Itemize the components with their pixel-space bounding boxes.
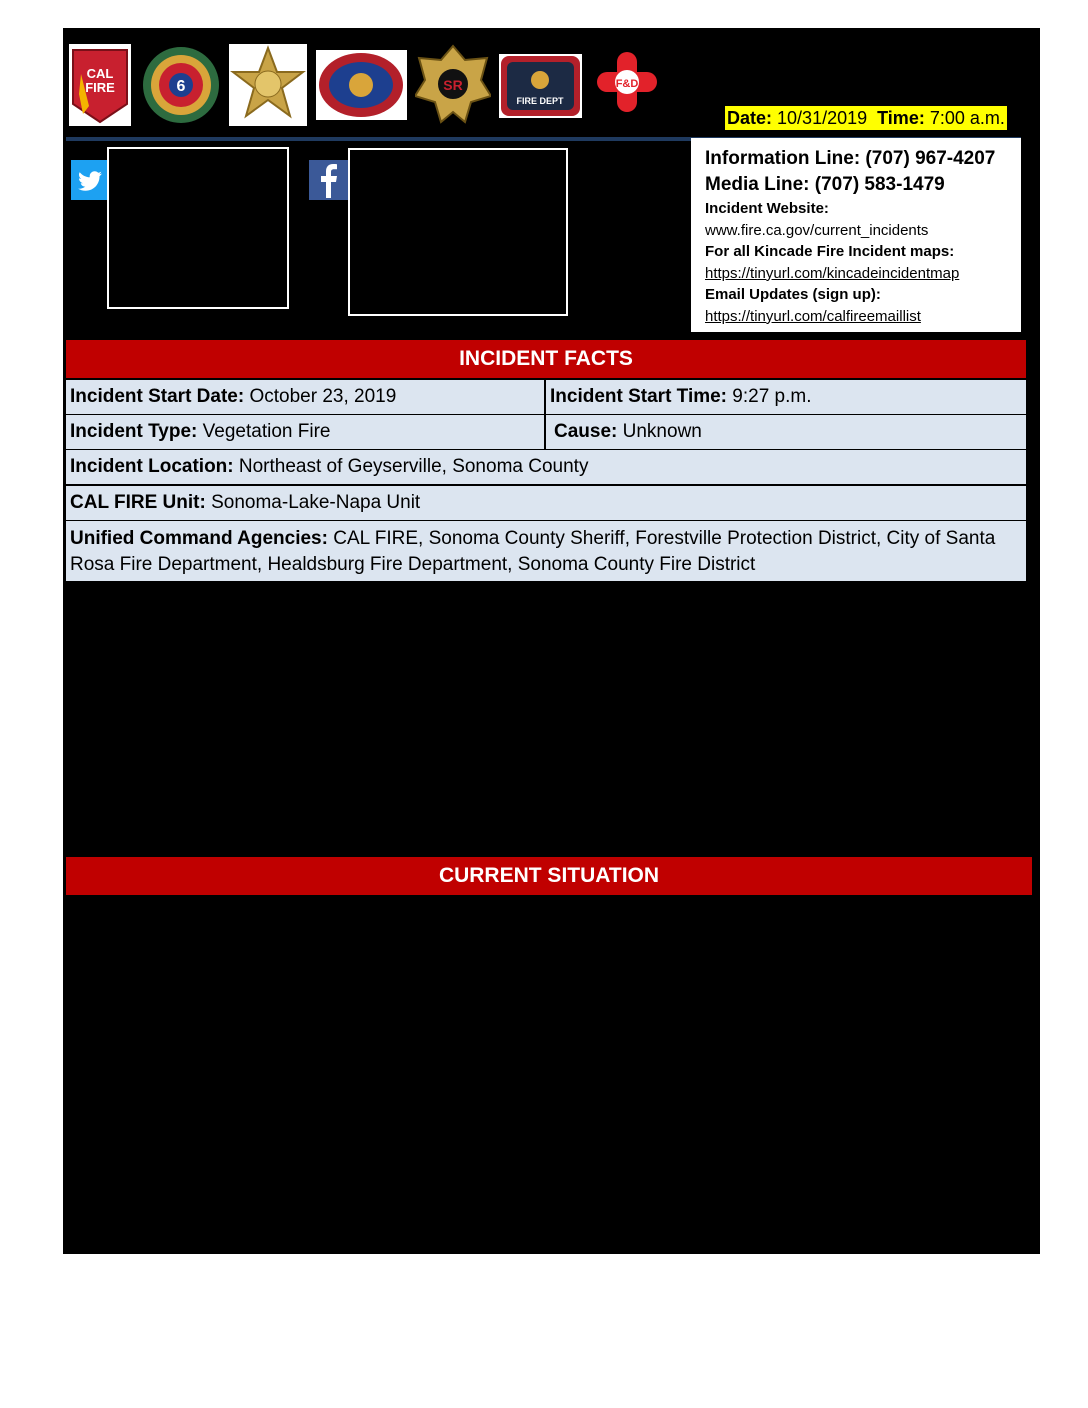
agencies-label: Unified Command Agencies: [70,528,328,549]
incident-type-cell [66,415,544,449]
start-date-value: October 23, 2019 [249,386,397,407]
facebook-qr-box [348,148,568,316]
facts-row-2 [66,415,1026,449]
forestville-logo [316,50,407,120]
information-line: Information Line: (707) 967-4207 [705,148,996,169]
incident-type-label: Incident Type: [70,421,198,442]
facts-row-unit [66,486,1026,520]
email-label: Email Updates (sign up): [705,286,881,303]
facts-row-location [66,450,1026,484]
cal-fire-logo [69,44,131,126]
unit-label: CAL FIRE Unit: [70,492,206,513]
cal-fire-team-6-logo [141,44,221,126]
date-value: 10/31/2019 [777,108,868,128]
start-time-value: 9:27 p.m. [732,386,812,407]
location-label: Incident Location: [70,456,234,477]
facts-row-agencies [66,521,1026,581]
unit-cell [66,486,1026,520]
svg-text:6: 6 [176,78,186,95]
svg-text:FIRE: FIRE [85,80,115,95]
email-signup-link[interactable]: https://tinyurl.com/calfireemaillist [705,307,921,325]
start-date-label: Incident Start Date: [70,386,245,407]
twitter-icon[interactable] [71,160,111,200]
incident-facts-heading: INCIDENT FACTS [66,340,1026,378]
agencies-cell [66,521,1026,581]
media-line: Media Line: (707) 583-1479 [705,174,945,195]
time-label: Time: [877,108,925,128]
facebook-icon[interactable] [309,160,349,200]
unit-value: Sonoma-Lake-Napa Unit [211,492,421,513]
maps-link[interactable]: https://tinyurl.com/kincadeincidentmap [705,264,960,282]
incident-type-value: Vegetation Fire [202,421,331,442]
svg-text:SR: SR [443,77,463,93]
contact-info-panel [691,138,1021,332]
time-value: 7:00 a.m. [929,108,1005,128]
website-label: Incident Website: [705,200,829,217]
cause-cell [546,415,1026,449]
svg-text:FIRE DEPT: FIRE DEPT [516,96,564,106]
bulletin-sheet [63,28,1040,1254]
current-situation-heading: CURRENT SITUATION [66,857,1032,895]
maps-label: For all Kincade Fire Incident maps: [705,243,955,260]
facts-row-1 [66,380,1026,414]
date-label: Date: [727,108,773,128]
cause-value: Unknown [622,421,702,442]
sheriffs-office-badge [229,44,307,126]
cause-label: Cause: [554,421,618,442]
start-time-label: Incident Start Time: [550,386,728,407]
sonoma-county-fire-logo [591,44,663,126]
start-date-cell [66,380,544,414]
svg-text:CAL: CAL [86,66,114,81]
agencies-value: CAL FIRE, Sonoma County Sheriff, Forestville Protection District, City of Santa Rosa Fire Department, Healdsburg Fire Department, Sonoma County Fire District [70,528,996,575]
healdsburg-fire-logo [499,54,582,118]
website-link[interactable]: www.fire.ca.gov/current_incidents [705,221,929,239]
start-time-cell [546,380,1026,414]
svg-text:F&D: F&D [615,78,639,90]
location-cell [66,450,1026,484]
twitter-qr-box [107,147,289,309]
location-value: Northeast of Geyserville, Sonoma County [238,456,589,477]
date-time-badge [725,106,1007,130]
santa-rosa-fire-logo [415,44,491,126]
